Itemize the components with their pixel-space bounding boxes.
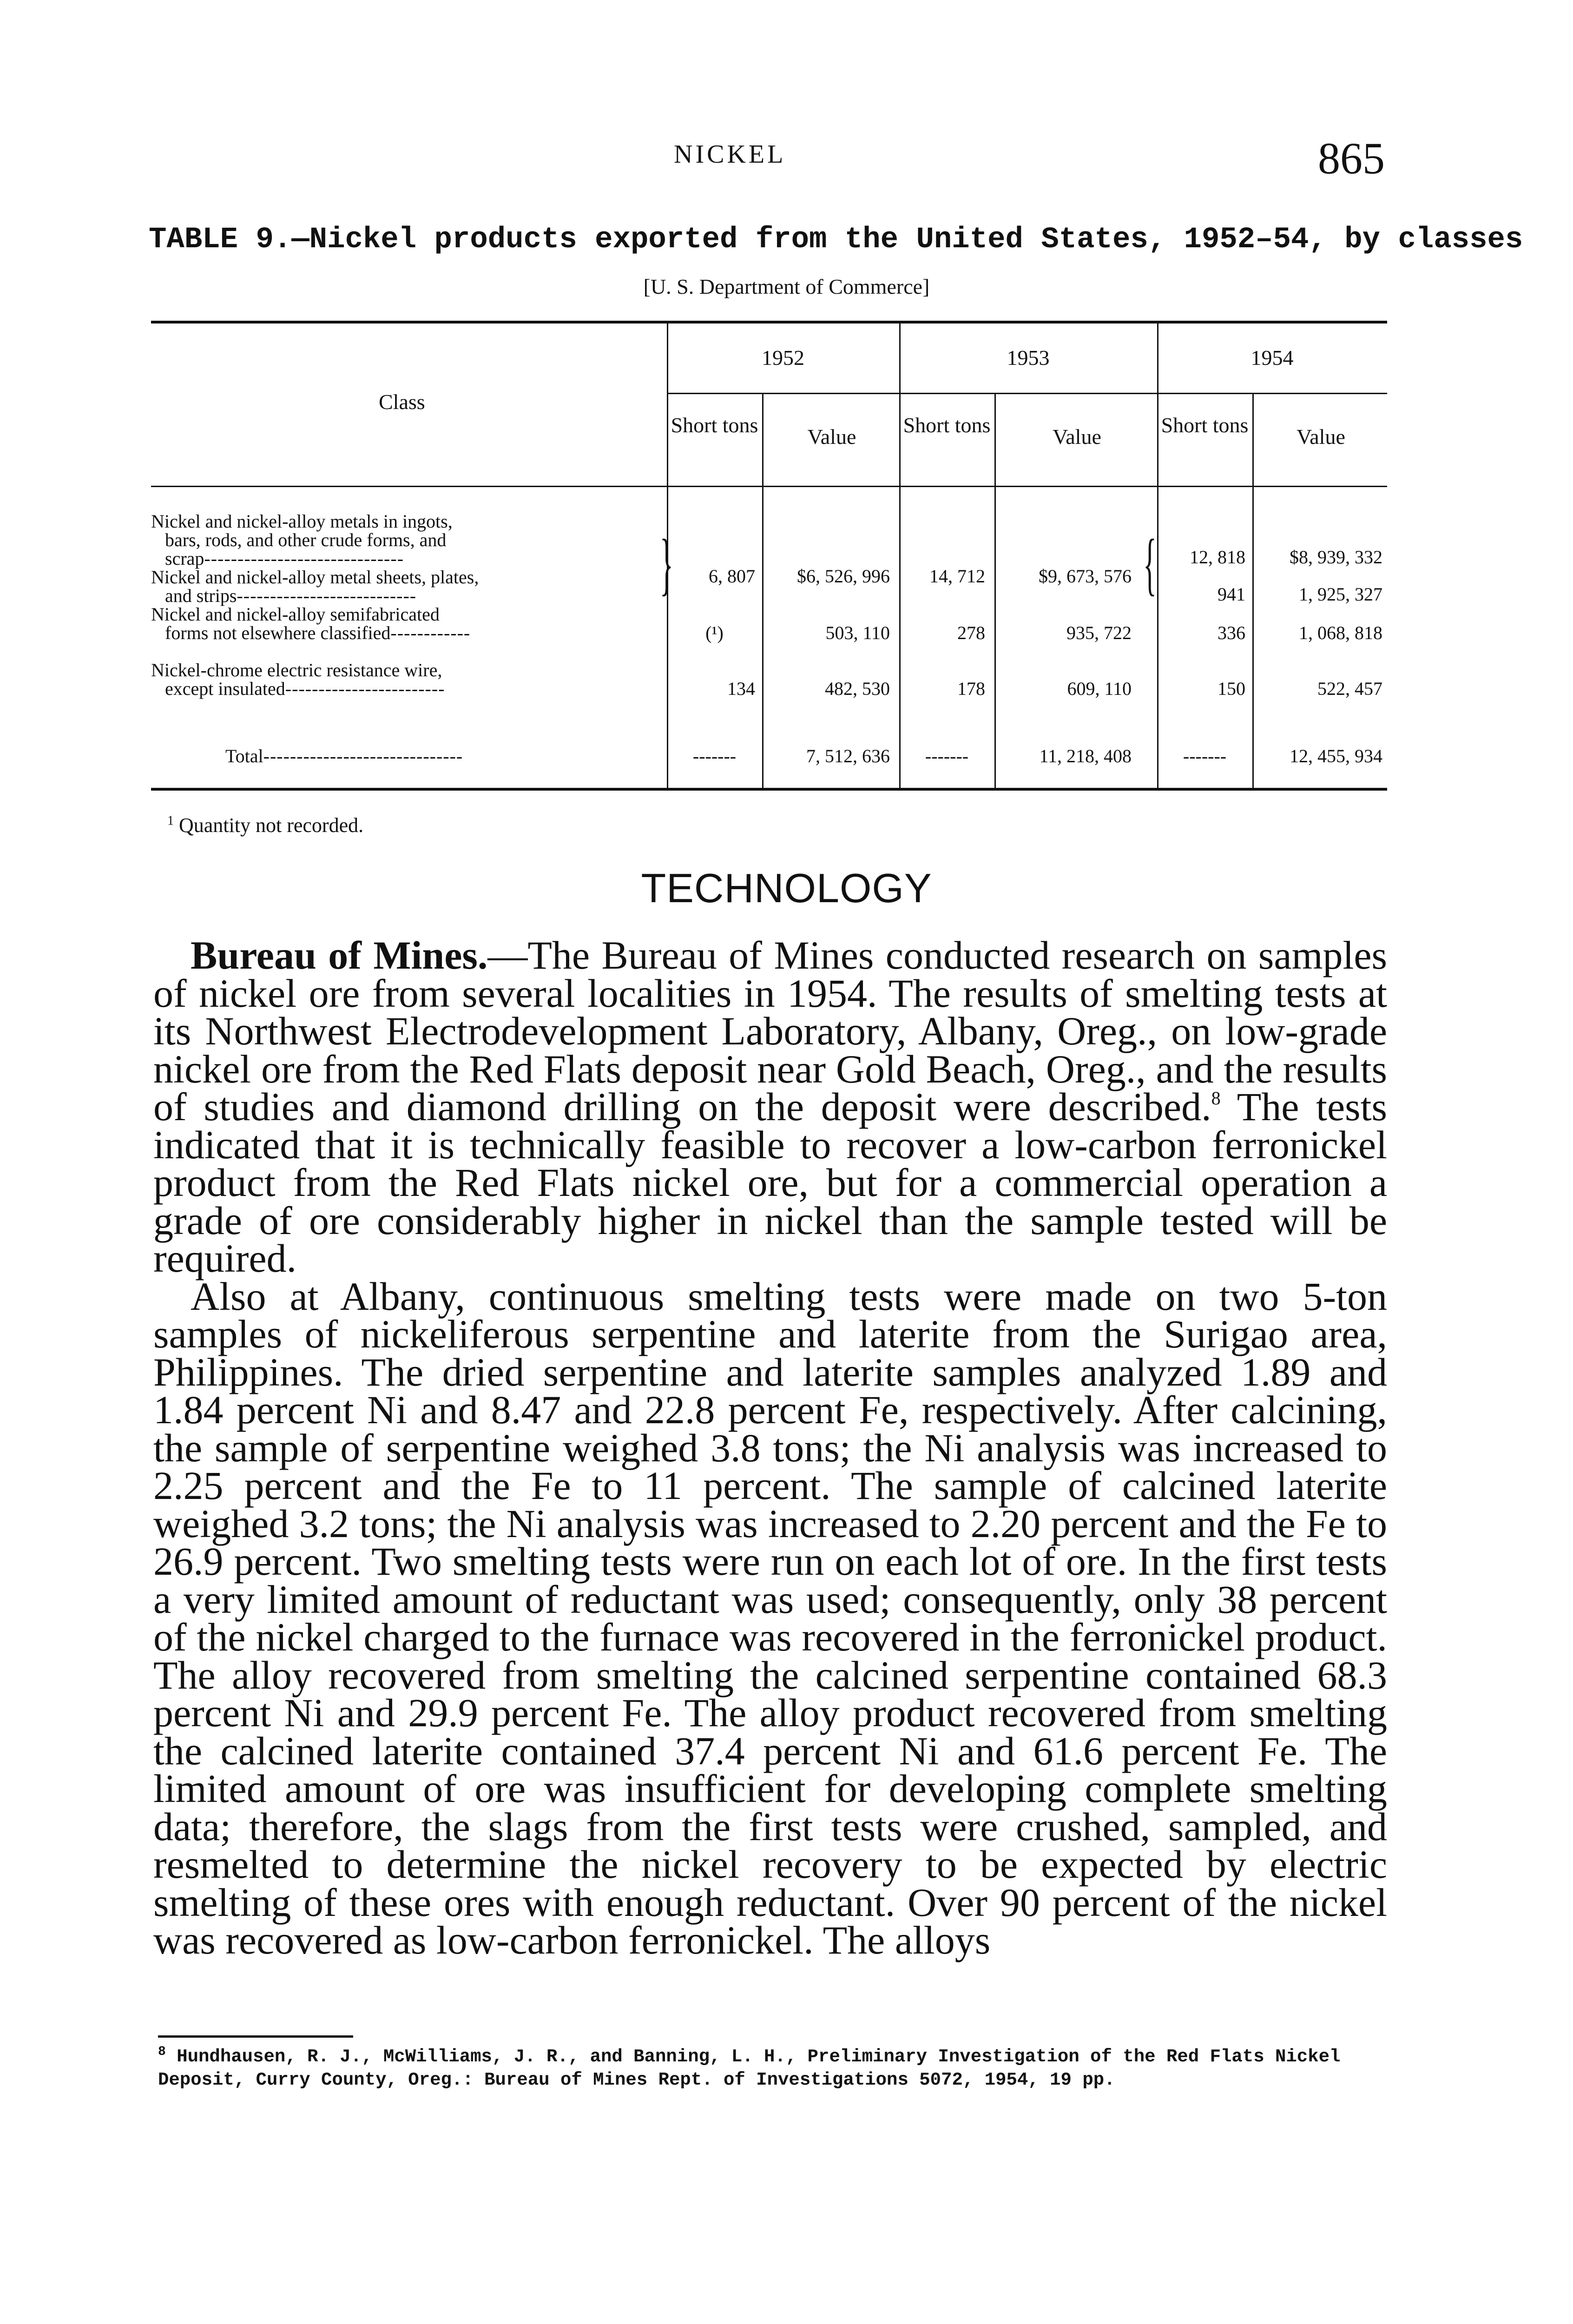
row4-1953-value: 609, 110 <box>1067 678 1132 699</box>
reference-footnote: $^8$ Hundhausen, R. J., McWilliams, J. R., and Banning, L. H., Preliminary Investigation of the Red Flats Nickel Deposit, Curry County, Oreg.: Bureau of Mines Rept. of Investigations 5072, 1954, 19 pp. <box>158 2045 1341 2090</box>
total-1952-tons: ------- <box>692 746 737 766</box>
combined-1953-value: $9, 673, 576 <box>1039 566 1132 587</box>
row-class-line-last: and strips--------------------------- <box>165 585 417 606</box>
paragraph: Also at Albany, continuous smelting tests were made on two 5-ton samples of nickeliferous serpentine and laterite from the Surigao area, Philippines. The dried serpentine and laterite samples analyzed 1.89 and 1.84 percent Ni and 8.47 and 22.8 percent Fe, respectively. After calcining, the sample of serpentine weighed 3.8 tons; the Ni analysis was increased to 2.25 percent and the Fe to 11 percent. The sample of calcined laterite weighed 3.2 tons; the Ni analysis was increased to 2.20 percent and the Fe to 26.9 percent. Two smelting tests were run on each lot of ore. In the first tests a very limited amount of reductant was used; consequently, only 38 percent of the nickel charged to the furnace was recovered in the ferronickel product. The alloy recovered from smelting the calcined serpentine contained 68.3 percent Ni and 29.9 percent Fe. The alloy product recovered from smelting the calcined laterite contained 37.4 percent Ni and 61.6 percent Fe. The limited amount of ore was insufficient for developing complete smelting data; therefore, the slags from the first tests were crushed, sampled, and resmelted to determine the nickel recovery to be expected by electric smelting of these ores with enough reductant. Over 90 percent of the nickel was recovered as low-carbon ferronickel. The alloys <box>153 1274 1387 1962</box>
row-class-line-last: except insulated------------------------ <box>165 678 445 699</box>
row3-1953-value: 935, 722 <box>1066 622 1132 643</box>
row-class-line-last: scrap------------------------------ <box>165 548 404 569</box>
column-divider <box>899 324 901 788</box>
row-class-line: Nickel and nickel-alloy metals in ingots, <box>151 511 453 532</box>
total-1952-value: 7, 512, 636 <box>806 746 890 766</box>
year-header-1952: 1952 <box>762 346 804 370</box>
row3-1952-tons: (¹) <box>705 622 724 643</box>
paragraph: Bureau of Mines.—The Bureau of Mines conducted research on samples of nickel ore from several localities in 1954. The results of smelting tests at its Northwest Electrodevelopment Laboratory, Albany, Oreg., on low-grade nickel ore from the Red Flats deposit near Gold Beach, Oreg., and the results of studies and diamond drilling on the deposit were described.$^8$ The tests indicated that it is technically feasible to recover a low-carbon ferronickel product from the Red Flats nickel ore, but for a commercial operation a grade of ore considerably higher in nickel than the sample tested will be required. <box>153 933 1387 1281</box>
row1-1954-tons: 12, 818 <box>1190 547 1245 568</box>
page-number: 865 <box>1318 133 1385 183</box>
body-text <box>153 933 1387 1962</box>
row4-1953-tons: 178 <box>957 678 985 699</box>
table-top-rule <box>151 321 1387 324</box>
row4-1954-value: 522, 457 <box>1317 678 1382 699</box>
column-divider <box>1157 324 1158 788</box>
row-class-line-last: forms not elsewhere classified------------ <box>165 622 471 643</box>
brace-icon: } <box>660 525 673 602</box>
value-header: Value <box>1053 425 1101 449</box>
run-in-heading: Bureau of Mines. <box>191 933 488 977</box>
row-class-line: bars, rods, and other crude forms, and <box>165 529 447 550</box>
short-tons-header: Short tons <box>671 413 758 437</box>
table-title: TABLE 9.—Nickel products exported from the United States, 1952–54, by classes <box>149 223 1523 257</box>
year-header-rule <box>667 393 1387 394</box>
value-header: Value <box>1297 425 1345 449</box>
column-divider <box>762 394 763 788</box>
row-class-line: Nickel-chrome electric resistance wire, <box>151 660 442 680</box>
running-title: NICKEL <box>674 140 786 169</box>
row4-1952-tons: 134 <box>727 678 755 699</box>
year-header-1954: 1954 <box>1251 346 1294 370</box>
table-bottom-rule <box>151 788 1387 791</box>
row3-1952-value: 503, 110 <box>825 622 890 643</box>
row3-1953-tons: 278 <box>957 622 985 643</box>
row4-1952-value: 482, 530 <box>825 678 890 699</box>
short-tons-header: Short tons <box>903 413 991 437</box>
row1-1954-value: $8, 939, 332 <box>1290 547 1382 568</box>
year-header-1953: 1953 <box>1007 346 1050 370</box>
table-source: [U. S. Department of Commerce] <box>643 275 930 298</box>
row-class-line: Nickel and nickel-alloy semifabricated <box>151 604 440 625</box>
table-footnote: $^1$ Quantity not recorded. <box>167 813 364 837</box>
class-header: Class <box>379 390 425 414</box>
combined-1952-value: $6, 526, 996 <box>797 566 890 587</box>
total-1953-tons: ------- <box>925 746 969 766</box>
total-1954-tons: ------- <box>1183 746 1227 766</box>
combined-1953-tons: 14, 712 <box>929 566 985 587</box>
total-label: Total------------------------------ <box>225 746 463 766</box>
total-1954-value: 12, 455, 934 <box>1290 746 1382 766</box>
exports-table <box>151 321 1387 792</box>
row3-1954-value: 1, 068, 818 <box>1299 622 1382 643</box>
total-1953-value: 11, 218, 408 <box>1039 746 1132 766</box>
header-bottom-rule <box>151 486 1387 487</box>
column-divider <box>994 394 996 788</box>
brace-icon: { <box>1143 525 1157 602</box>
row4-1954-tons: 150 <box>1218 678 1245 699</box>
section-heading: TECHNOLOGY <box>641 865 932 911</box>
short-tons-header: Short tons <box>1161 413 1249 437</box>
combined-1952-tons: 6, 807 <box>709 566 755 587</box>
column-divider <box>1252 394 1254 788</box>
row2-1954-value: 1, 925, 327 <box>1299 584 1382 605</box>
row2-1954-tons: 941 <box>1218 584 1245 605</box>
footnote-ref: 8 <box>1211 1088 1221 1109</box>
footnote-rule <box>158 2035 353 2038</box>
row-class-line: Nickel and nickel-alloy metal sheets, plates, <box>151 567 479 588</box>
value-header: Value <box>807 425 856 449</box>
row3-1954-tons: 336 <box>1218 622 1245 643</box>
